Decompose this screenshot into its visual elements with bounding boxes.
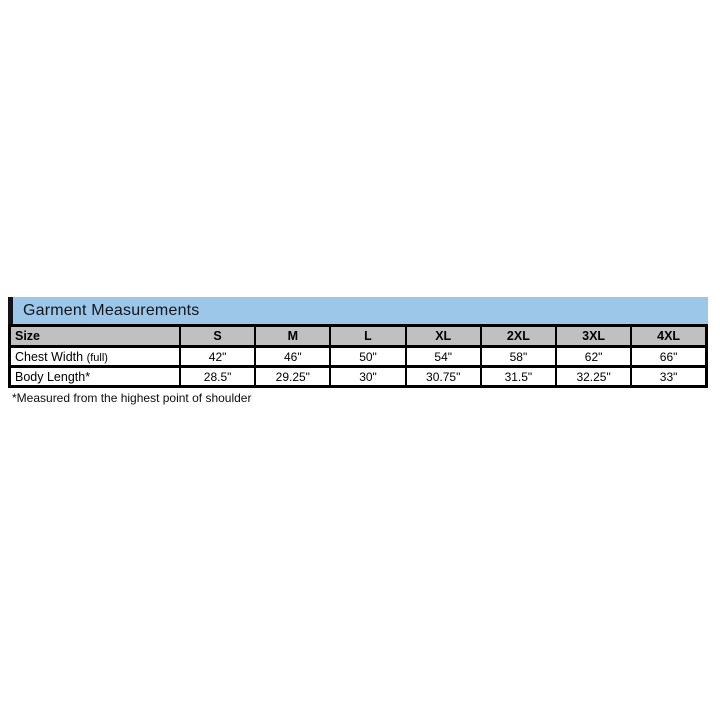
measurement-cell: 30.75" [406,367,481,387]
row-label-text: Body Length* [15,369,91,384]
header-cell-4xl: 4XL [631,326,706,347]
table-row-chest-width [10,347,707,367]
measurement-cell: 32.25" [556,367,631,387]
header-cell-3xl: 3XL [556,326,631,347]
footnote: *Measured from the highest point of shoulder [12,391,252,405]
measurement-cell: 33" [631,367,706,387]
measurement-cell: 31.5" [481,367,556,387]
measurement-cell: 29.25" [255,367,330,387]
header-cell-l: L [330,326,405,347]
measurement-cell: 50" [330,347,405,367]
header-row [10,326,707,347]
measurement-cell: 54" [406,347,481,367]
chart-title-bar [8,297,708,324]
header-cell-2xl: 2XL [481,326,556,347]
measurements-table [8,324,708,388]
measurement-cell: 62" [556,347,631,367]
row-label-text: Chest Width [15,349,84,364]
measurement-cell: 42" [180,347,255,367]
measurement-cell: 58" [481,347,556,367]
header-cell-xl: XL [406,326,481,347]
table-row-body-length [10,367,707,387]
measurement-cell: 28.5" [180,367,255,387]
chart-title: Garment Measurements [23,301,200,319]
header-cell-m: M [255,326,330,347]
row-label-suffix: (full) [86,351,108,364]
measurement-cell: 46" [255,347,330,367]
row-label-chest-width [10,347,180,367]
header-cell-s: S [180,326,255,347]
header-cell-size: Size [10,326,180,347]
measurement-cell: 66" [631,347,706,367]
measurement-cell: 30" [330,367,405,387]
row-label-body-length [10,367,180,387]
size-chart [8,297,708,405]
